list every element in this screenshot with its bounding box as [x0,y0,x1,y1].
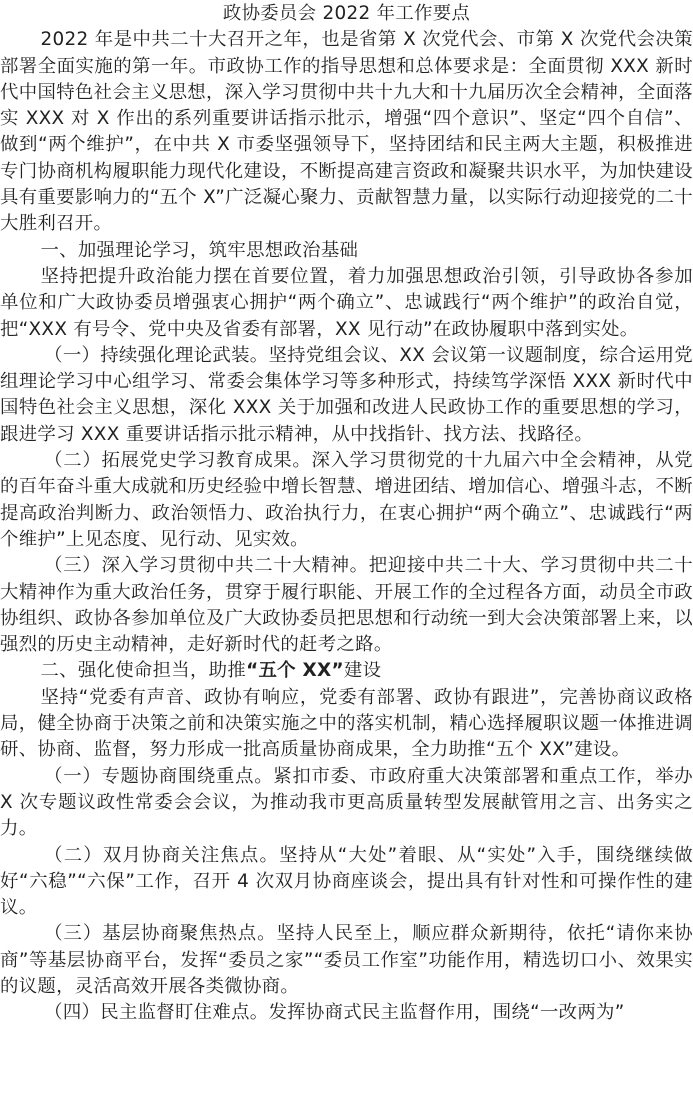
section-heading-1: 一、加强理论学习，筑牢思想政治基础 [40,239,359,261]
document-title: 政协委员会 2022 年工作要点 [222,3,471,24]
section-heading-2 [0,658,693,684]
section-heading-2-suffix: 建设 [343,660,382,682]
section-1-item-2: （二）拓展党史学习教育成果。深入学习贯彻党的十九届六中全会精神，从党的百年奋斗重大成就和历史经验中增长智慧、增进团结、增加信心、增强斗志，不断提高政治判断力、政治领悟力、政治执行力，在衷心拥护“两个确立”、忠诚践行“两个维护”上见态度、见行动、见实效。 [0,450,693,550]
section-1-item-3: （三）深入学习贯彻中共二十大精神。把迎接中共二十大、学习贯彻中共二十大精神作为重大政治任务，贯穿于履行职能、开展工作的全过程各方面，动员全市政协组织、政协各参加单位及广大政协委员把思想和行动统一到大会决策部署上来，以强烈的历史主动精神，走好新时代的赶考之路。 [0,555,693,656]
section-1-item-1: （一）持续强化理论武装。坚持党组会议、XX 会议第一议题制度，综合运用党组理论学习中心组学习、常委会集体学习等多种形式，持续笃学深悟 XXX 新时代中国特色社会主义思想，深化 XXX 关于加强和改进人民政协工作的重要思想的学习，跟进学习 XXX 重要讲话指示批示精神，从中找指针、找方法、找路径。 [0,344,693,445]
section-2-item-2: （二）双月协商关注焦点。坚持从“大处”着眼、从“实处”入手，围绕继续做好“六稳”“六保”工作，召开 4 次双月协商座谈会，提出具有针对性和可操作性的建议。 [0,844,693,919]
section-2-item-3: （三）基层协商聚焦热点。坚持人民至上，顺应群众新期待，依托“请你来协商”等基层协商平台，发挥“委员之家”“委员工作室”功能作用，精选切口小、效果实的议题，灵活高效开展各类微协商。 [0,923,693,997]
section-1-intro: 坚持把提升政治能力摆在首要位置，着力加强思想政治引领，引导政协各参加单位和广大政协委员增强衷心拥护“两个确立”、忠诚践行“两个维护”的政治自觉，把“XXX 有号令、党中央及省委有部署，XX 见行动”在政协履职中落到实处。 [0,265,693,340]
section-2-item-1: （一）专题协商围绕重点。紧扣市委、市政府重大决策部署和重点工作，举办 X 次专题议政性常委会会议，为推动我市更高质量转型发展献管用之言、出务实之力。 [0,765,693,840]
intro-paragraph: 2022 年是中共二十大召开之年，也是省第 X 次党代会、市第 X 次党代会决策部署全面实施的第一年。市政协工作的指导思想和总体要求是：全面贯彻 XXX 新时代中国特色社会主义思想，深入学习贯彻中共十九大和十九届历次全会精神，全面落实 XXX 对 X 作出的系列重要讲话指示批示，增强“四个意识”、坚定“四个自信”、做到“两个维护”，在中共 X 市委坚强领导下，坚持团结和民主两大主题，积极推进专门协商机构履职能力现代化建设，不断提高建言资政和凝聚共识水平，为加快建设具有重要影响力的“五个 X”广泛凝心聚力、贡献智慧力量，以实际行动迎接党的二十大胜利召开。 [0,29,693,235]
section-heading-2-prefix: 二、强化使命担当，助推 [40,660,247,682]
section-2-intro: 坚持“党委有声音、政协有响应，党委有部署、政协有跟进”，完善协商议政格局，健全协商于决策之前和决策实施之中的落实机制，精心选择履职议题一体推进调研、协商、监督，努力形成一批高质量协商成果，全力助推“五个 XX”建设。 [0,686,693,761]
section-2-item-4: （四）民主监督盯住难点。发挥协商式民主监督作用，围绕“一改两为” [44,1002,625,1024]
section-heading-2-bold: “五个 XX” [246,660,344,682]
